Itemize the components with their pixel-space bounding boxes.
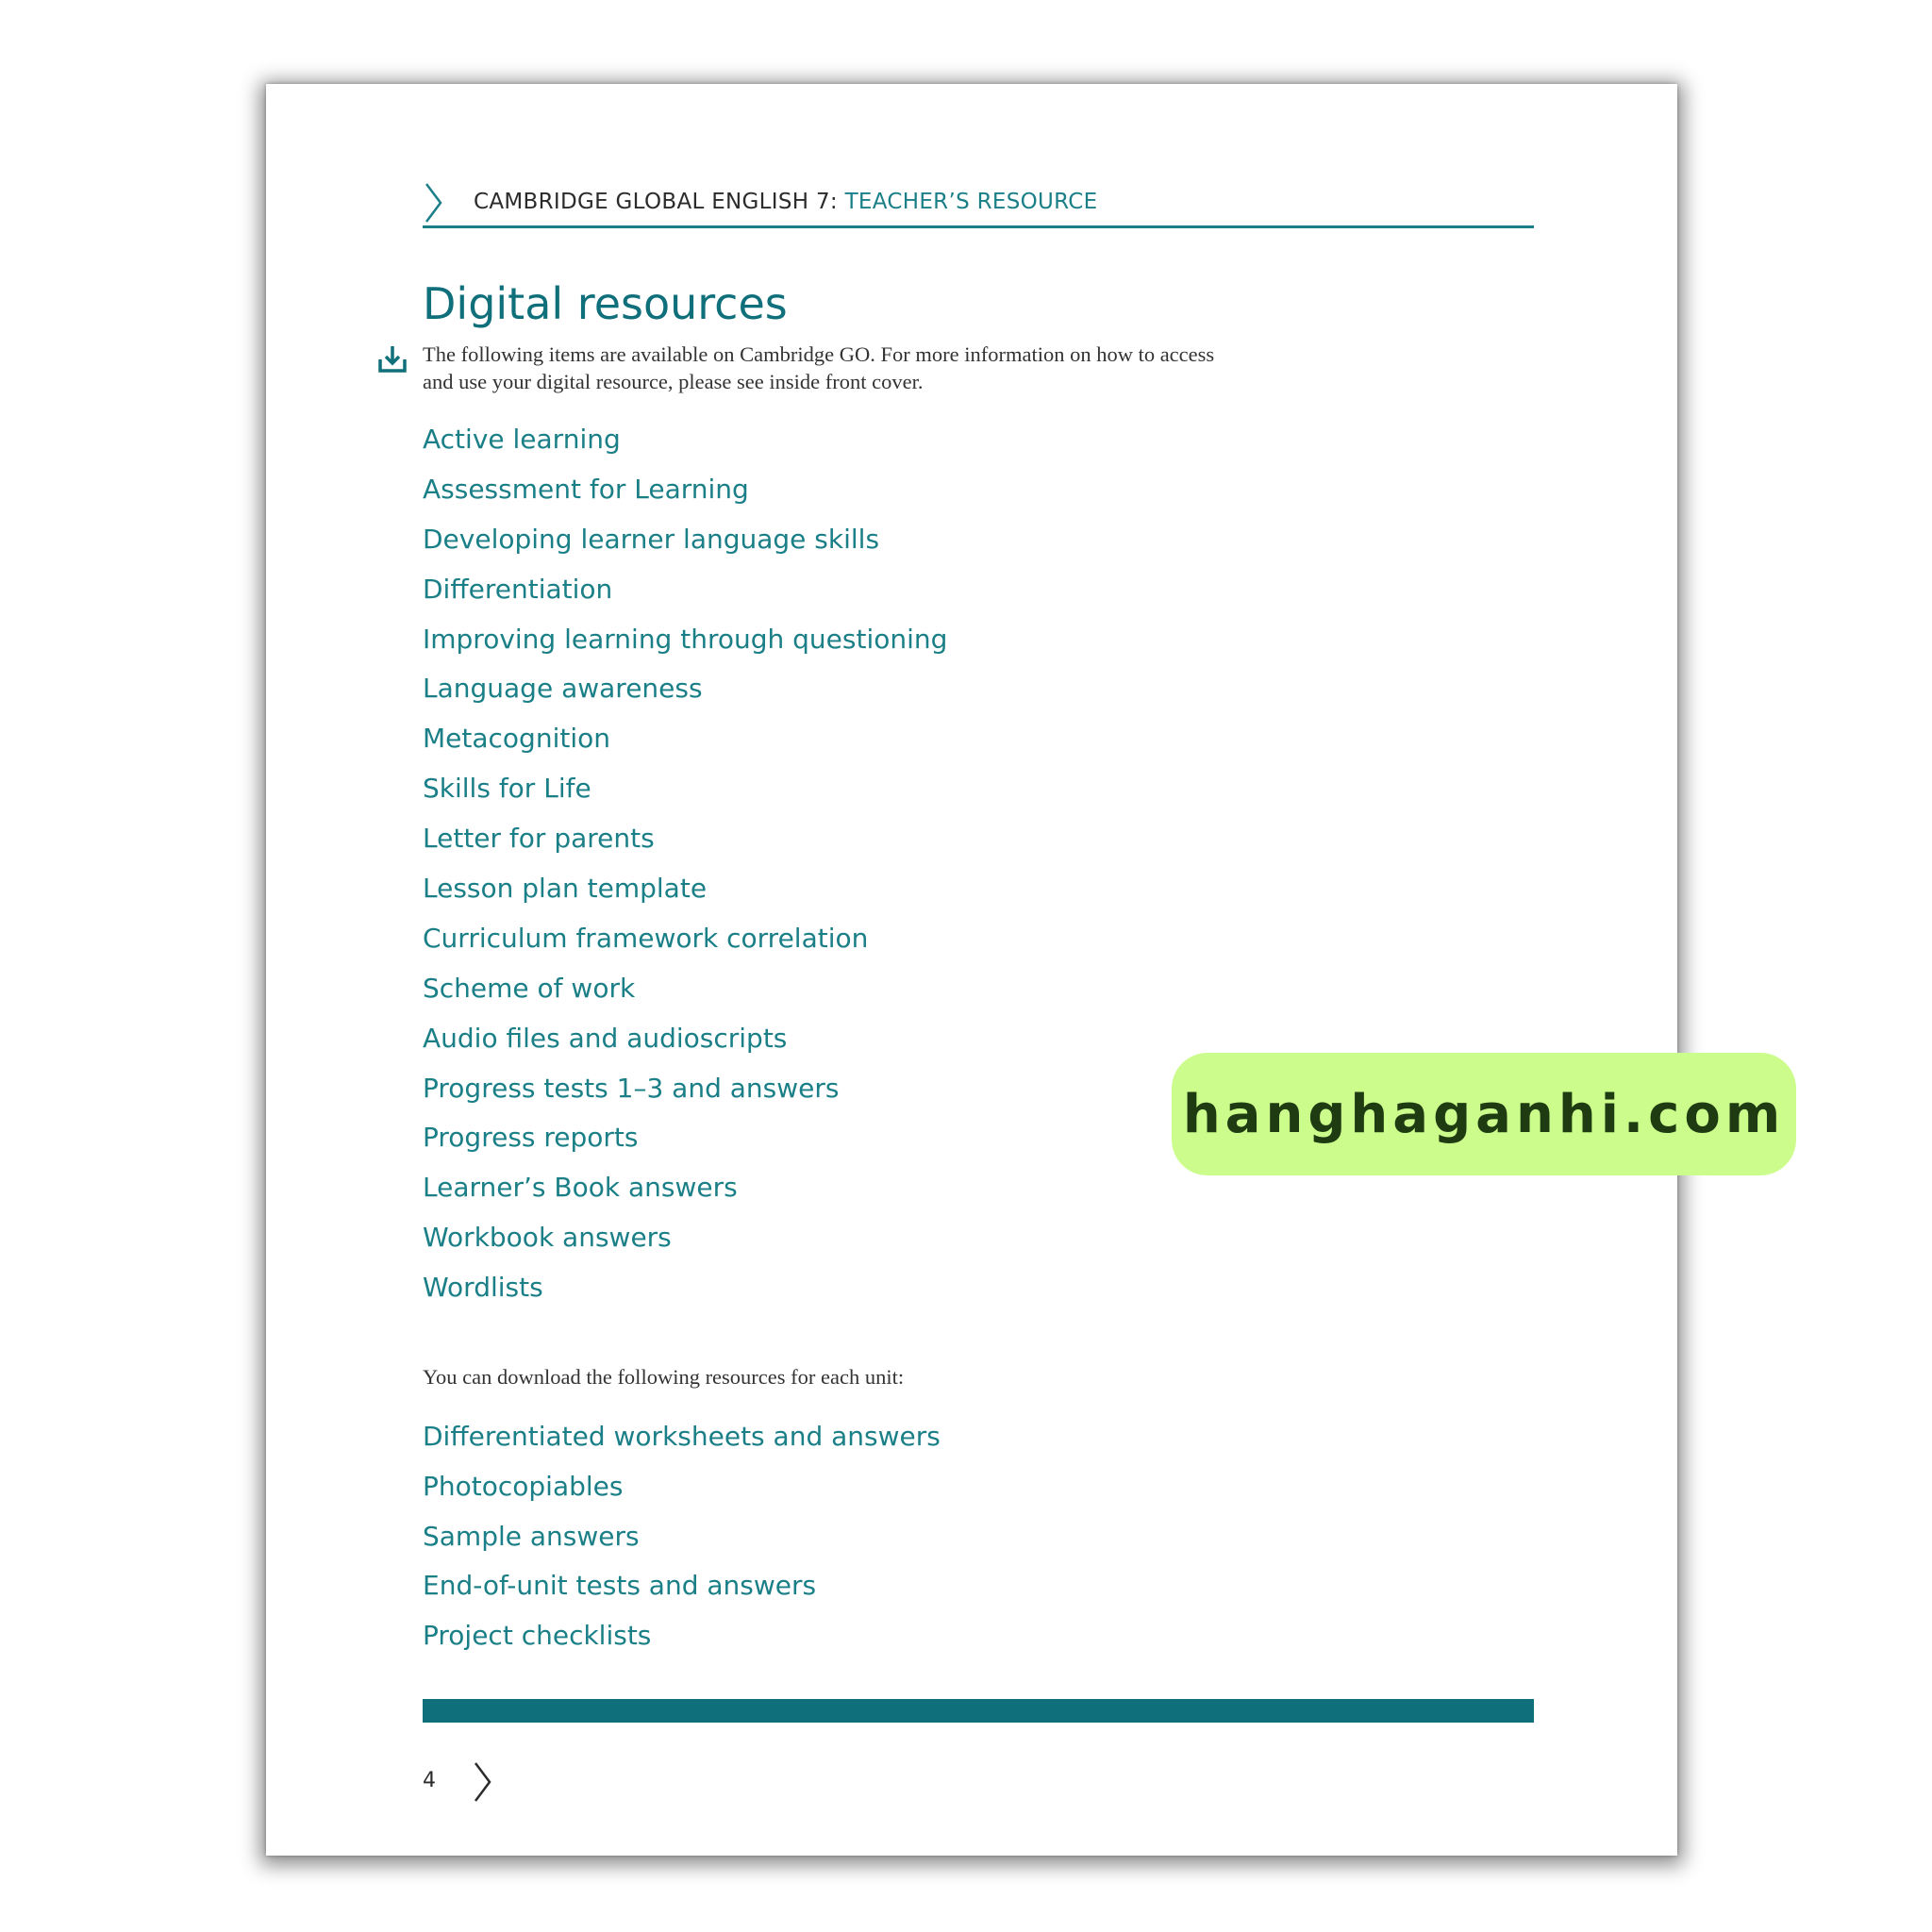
intro-text: The following items are available on Cambridge GO. For more information on how to access and use your digital resource, please see inside front cover. [423, 342, 1215, 393]
resource-link-differentiation[interactable]: Differentiation [423, 573, 613, 605]
unit-resource-link-end-of-unit-tests[interactable]: End-of-unit tests and answers [423, 1570, 817, 1602]
running-header [423, 182, 1534, 228]
resource-link-metacognition[interactable]: Metacognition [423, 723, 610, 755]
header-book-title: CAMBRIDGE GLOBAL ENGLISH 7: [474, 190, 845, 214]
chevron-right-icon [472, 1761, 494, 1803]
resource-link-language-skills[interactable]: Developing learner language skills [423, 523, 880, 555]
unit-resource-link-sample-answers[interactable]: Sample answers [423, 1520, 640, 1552]
resource-link-letter-for-parents[interactable]: Letter for parents [423, 823, 655, 855]
unit-resource-link-project-checklists[interactable]: Project checklists [423, 1620, 652, 1652]
resource-link-workbook-answers[interactable]: Workbook answers [423, 1222, 672, 1254]
chevron-right-icon [423, 182, 445, 224]
unit-resources-intro: You can download the following resources for each unit: [423, 1365, 905, 1389]
resource-link-language-awareness[interactable]: Language awareness [423, 673, 703, 705]
resource-link-curriculum-correlation[interactable]: Curriculum framework correlation [423, 922, 869, 954]
unit-resource-list [423, 1412, 941, 1661]
header-section-title: TEACHER’S RESOURCE [844, 190, 1098, 214]
header-title [474, 190, 1097, 214]
resource-link-assessment-for-learning[interactable]: Assessment for Learning [423, 473, 749, 505]
resource-link-skills-for-life[interactable]: Skills for Life [423, 773, 591, 805]
unit-resource-link-photocopiables[interactable]: Photocopiables [423, 1470, 624, 1502]
document-page [266, 84, 1786, 1856]
resource-link-wordlists[interactable]: Wordlists [423, 1272, 543, 1304]
resource-link-active-learning[interactable]: Active learning [423, 424, 621, 455]
resource-link-progress-tests[interactable]: Progress tests 1–3 and answers [423, 1072, 840, 1104]
page-title: Digital resources [423, 278, 788, 329]
resource-link-lesson-plan-template[interactable]: Lesson plan template [423, 873, 708, 905]
resource-link-progress-reports[interactable]: Progress reports [423, 1122, 639, 1154]
footer-bar [423, 1699, 1534, 1723]
resource-link-learners-book-answers[interactable]: Learner’s Book answers [423, 1172, 738, 1204]
page-number: 4 [423, 1769, 436, 1792]
resource-link-scheme-of-work[interactable]: Scheme of work [423, 972, 636, 1004]
watermark-badge: hanghaganhi.com [1172, 1053, 1796, 1175]
resource-link-questioning[interactable]: Improving learning through questioning [423, 623, 948, 655]
download-icon [377, 344, 408, 375]
resource-list [423, 415, 947, 1313]
unit-resource-link-worksheets[interactable]: Differentiated worksheets and answers [423, 1421, 941, 1452]
resource-link-audio-files[interactable]: Audio files and audioscripts [423, 1022, 788, 1054]
